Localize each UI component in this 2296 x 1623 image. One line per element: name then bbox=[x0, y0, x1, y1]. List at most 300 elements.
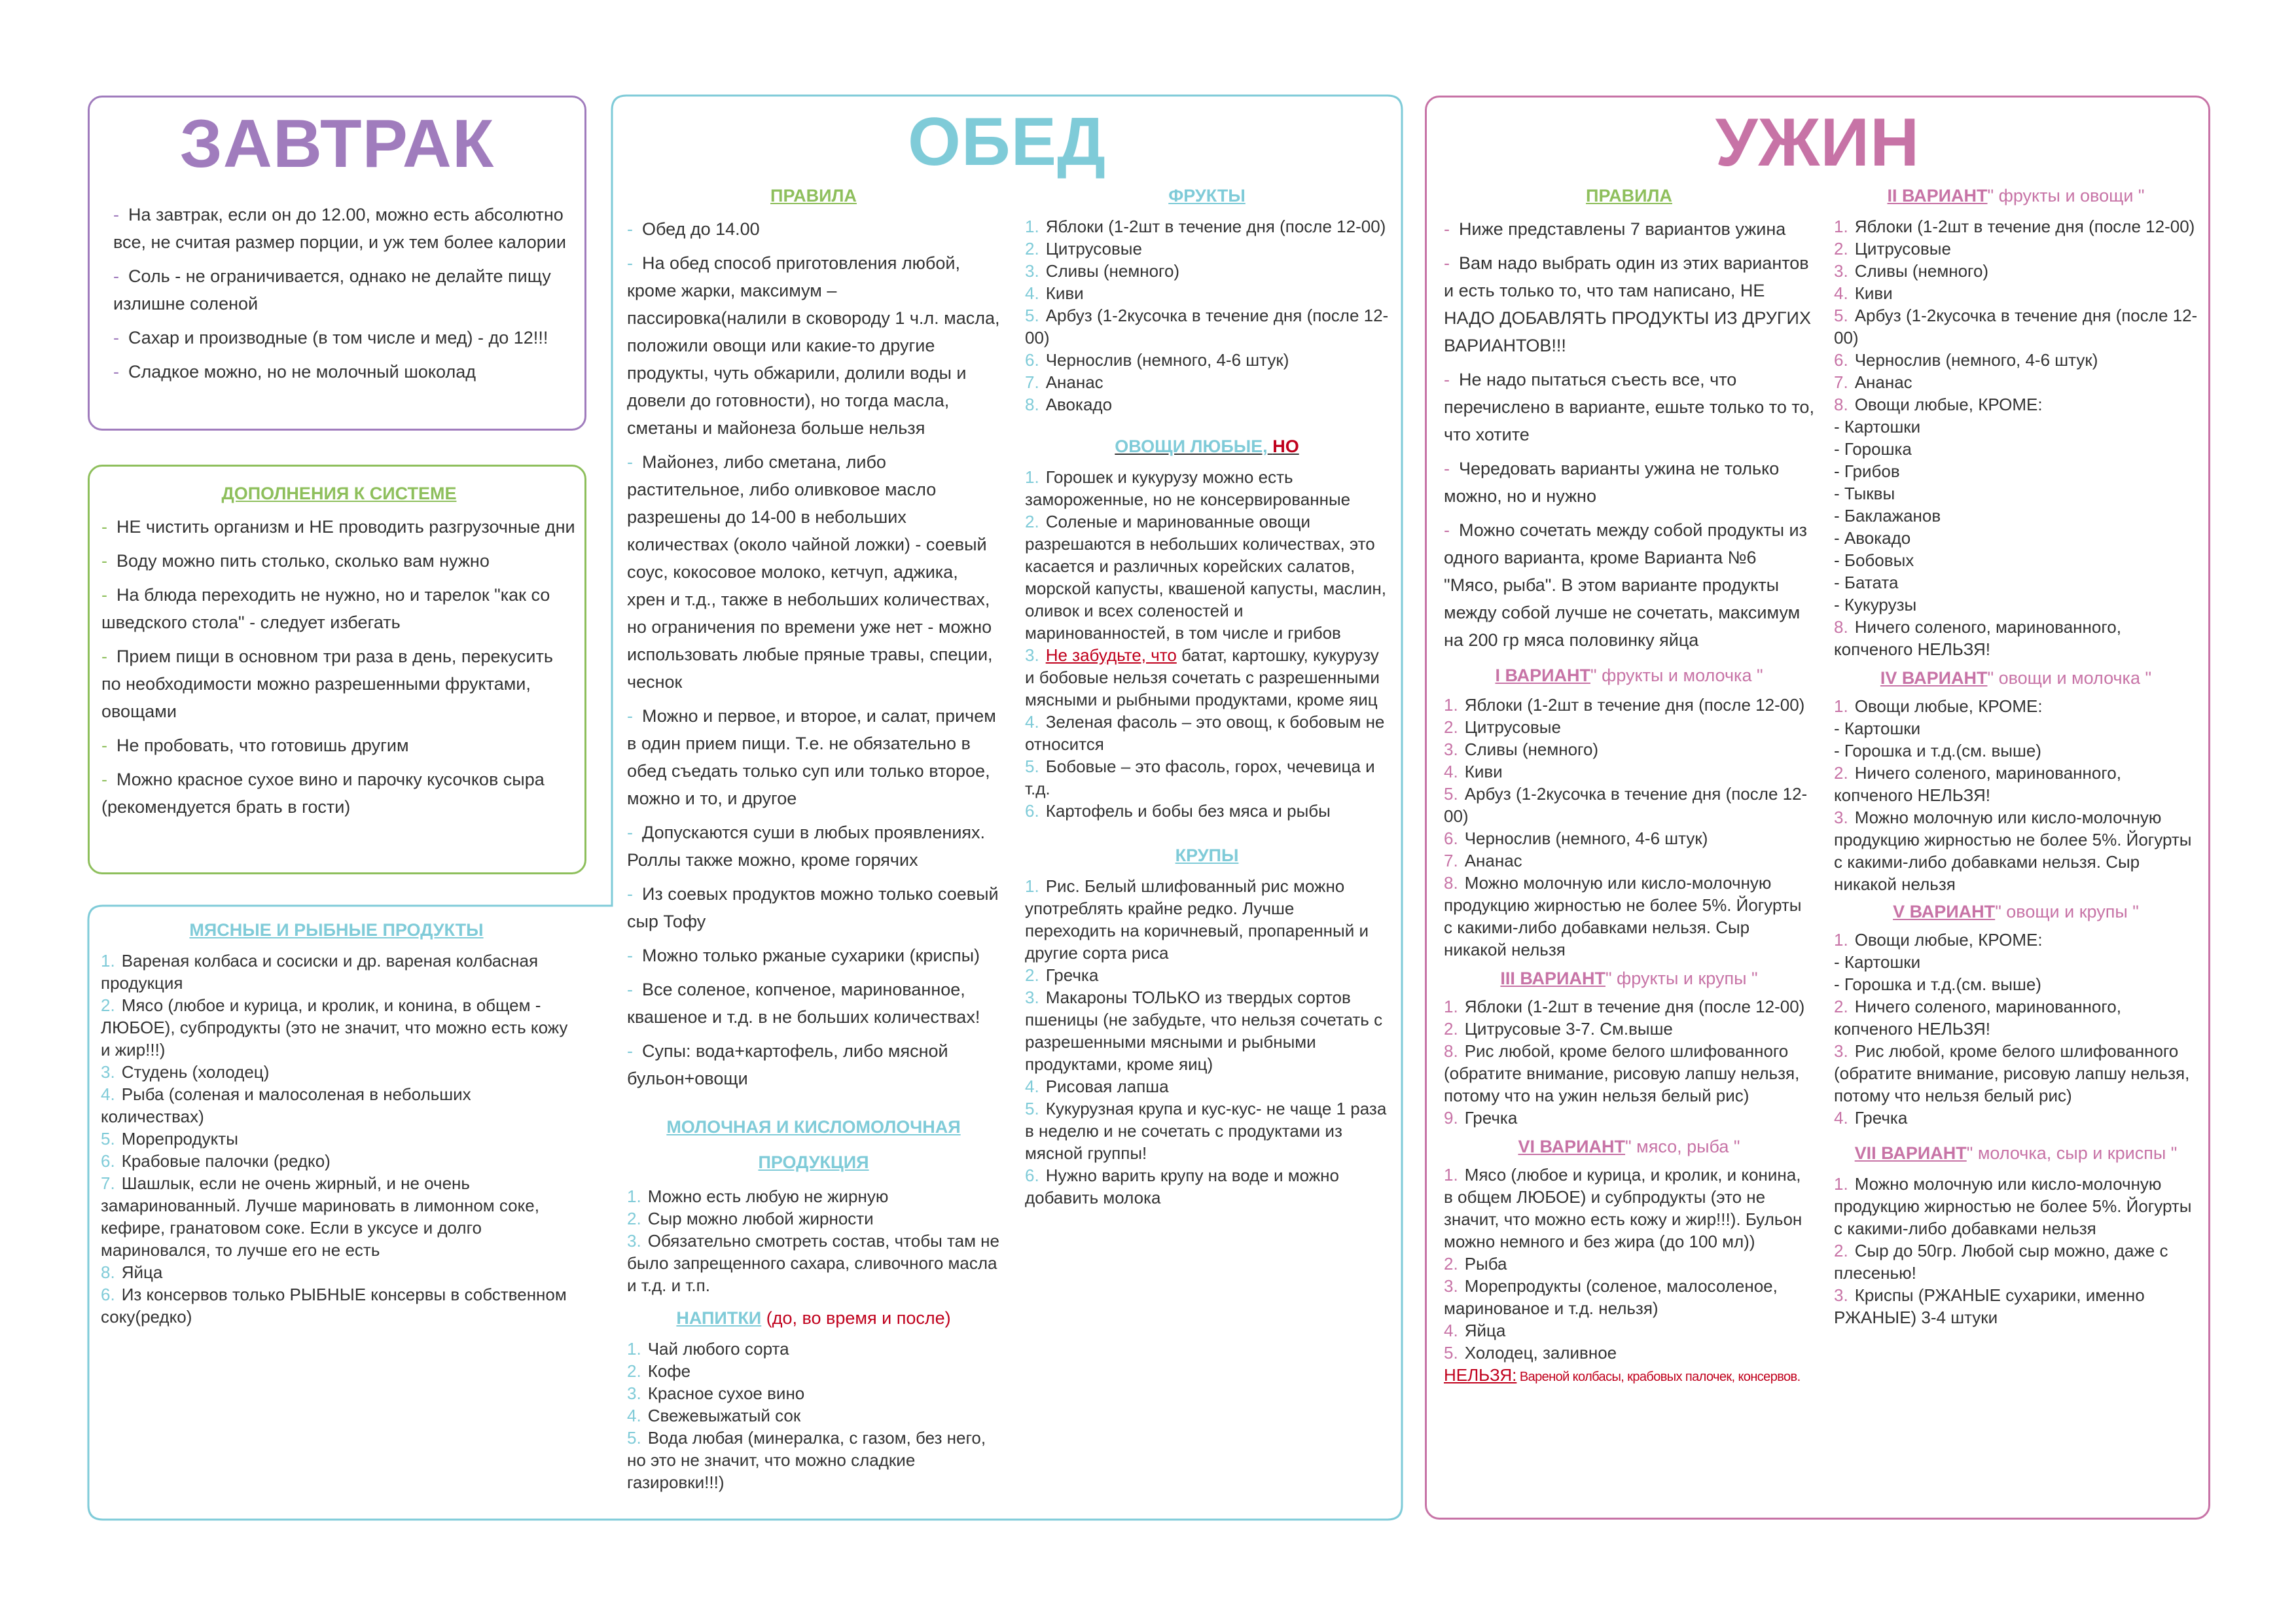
item-number: 2. bbox=[1834, 1241, 1848, 1260]
dash-marker: - bbox=[1444, 459, 1450, 478]
variant-6-heading: VI ВАРИАНТ" мясо, рыба " bbox=[1518, 1137, 1740, 1156]
item-text: Цитрусовые bbox=[1045, 239, 1142, 259]
dinner-left-column bbox=[1444, 186, 1814, 1388]
item-text: Цитрусовые 3-7. См.выше bbox=[1464, 1019, 1673, 1039]
item-number: 2. bbox=[1444, 1019, 1458, 1039]
item-number: 5. bbox=[1444, 1343, 1458, 1363]
item-number: 8. bbox=[1025, 395, 1039, 414]
variant-4-heading: IV ВАРИАНТ" овощи и молочка " bbox=[1880, 668, 2152, 688]
list-item bbox=[101, 1261, 572, 1283]
rule-text: Обед до 14.00 bbox=[642, 219, 760, 239]
list-item bbox=[627, 1404, 1000, 1427]
dash-marker: - bbox=[101, 585, 107, 605]
list-item bbox=[1025, 986, 1389, 1075]
item-number: 5. bbox=[1834, 306, 1848, 325]
rule-item bbox=[627, 249, 1000, 442]
veg-warning: Не забудьте, что bbox=[1045, 645, 1177, 665]
exception-item: - Картошки bbox=[1834, 952, 1921, 972]
variant-2-list bbox=[1834, 215, 2198, 416]
lunch-rules-list bbox=[627, 215, 1000, 1092]
meat-list bbox=[101, 950, 572, 1328]
item-number: 2. bbox=[1025, 965, 1039, 985]
dash-marker: - bbox=[627, 946, 633, 965]
rule-text: Все соленое, копченое, маринованное, квашеное и т.д. в не больших количествах! bbox=[627, 980, 980, 1027]
item-number: 4. bbox=[1444, 1321, 1458, 1340]
exception-item: - Горошка bbox=[1834, 439, 1912, 459]
veg-heading-but: НО bbox=[1272, 437, 1299, 456]
item-number: 7. bbox=[101, 1173, 115, 1193]
exception-item: - Авокадо bbox=[1834, 528, 1911, 548]
item-number: 1. bbox=[1025, 876, 1039, 896]
exception-item: - Кукурузы bbox=[1834, 595, 1917, 615]
item-text: Можно молочную или кисло-молочную продукцию жирностью не более 5%. Йогурты с какими-либо добавками нельзя. Сыр никакой нельзя bbox=[1834, 808, 2192, 894]
item-number: 3. bbox=[1834, 1041, 1848, 1061]
rule-text: Супы: вода+картофель, либо мясной бульон+овощи bbox=[627, 1041, 948, 1088]
list-item bbox=[1834, 349, 2198, 371]
rule-item bbox=[1444, 366, 1814, 448]
list-item bbox=[1444, 872, 1814, 961]
list-item bbox=[1025, 349, 1389, 371]
grains-list bbox=[1025, 875, 1389, 1209]
lunch-title: ОБЕД bbox=[907, 104, 1107, 180]
list-item bbox=[1444, 1040, 1814, 1107]
list-item bbox=[1444, 694, 1814, 716]
list-item bbox=[1444, 1164, 1814, 1253]
list-item bbox=[101, 994, 572, 1061]
veg-heading: ОВОЩИ ЛЮБЫЕ, bbox=[1115, 437, 1268, 456]
list-item bbox=[1444, 783, 1814, 827]
rule-text: На завтрак, если он до 12.00, можно есть абсолютно все, не считая размер порции, и уж тем более калории bbox=[113, 205, 566, 252]
meat-section bbox=[101, 920, 572, 1328]
item-number: 3. bbox=[1444, 740, 1458, 759]
item-text: Зеленая фасоль – это овощ, к бобовым не относится bbox=[1025, 712, 1385, 754]
item-text: Рыба (соленая и малосоленая в небольших количествах) bbox=[101, 1084, 471, 1126]
list-item bbox=[1834, 371, 2198, 393]
rule-item bbox=[627, 976, 1000, 1031]
exception-item: - Баклажанов bbox=[1834, 506, 1941, 526]
list-item bbox=[1025, 466, 1389, 510]
list-item bbox=[1834, 238, 2198, 260]
dash-marker: - bbox=[627, 980, 633, 999]
item-text: Можно есть любую не жирную bbox=[647, 1186, 889, 1206]
item-text: Морепродукты bbox=[121, 1129, 238, 1149]
list-item bbox=[1444, 995, 1814, 1018]
dash-marker: - bbox=[1444, 370, 1450, 389]
item-text: Крабовые палочки (редко) bbox=[121, 1151, 331, 1171]
dash-marker: - bbox=[101, 647, 107, 666]
meat-heading: МЯСНЫЕ И РЫБНЫЕ ПРОДУКТЫ bbox=[189, 920, 484, 940]
dash-marker: - bbox=[1444, 253, 1450, 273]
veg-heading-row bbox=[1025, 437, 1389, 457]
list-item bbox=[1834, 1240, 2198, 1284]
item-text: Красное сухое вино bbox=[647, 1383, 805, 1403]
list-item bbox=[1444, 1107, 1814, 1129]
dash-marker: - bbox=[627, 823, 633, 842]
rule-text: Можно сочетать между собой продукты из одного варианта, кроме Варианта №6 "Мясо, рыба". В этом варианте продукты между собой лучше не сочетать, максимум на 200 гр мяса половинку яйца bbox=[1444, 520, 1807, 650]
fruits-heading: ФРУКТЫ bbox=[1168, 186, 1246, 205]
list-item bbox=[1025, 282, 1389, 304]
exception-item: - Батата bbox=[1834, 573, 1899, 592]
list-item bbox=[1444, 1342, 1814, 1364]
item-number: 2. bbox=[1834, 997, 1848, 1016]
list-item bbox=[1834, 260, 2198, 282]
list-item bbox=[1834, 1284, 2198, 1329]
item-number: 1. bbox=[1834, 217, 1848, 236]
rule-text: Вам надо выбрать один из этих вариантов и есть только то, что там написано, НЕ НАДО ДОБАВЛЯТЬ ПРОДУКТЫ ИЗ ДРУГИХ ВАРИАНТОВ!!! bbox=[1444, 253, 1811, 355]
list-item bbox=[1025, 238, 1389, 260]
dash-marker: - bbox=[113, 266, 119, 286]
list-item bbox=[1025, 875, 1389, 964]
dash-marker: - bbox=[627, 253, 633, 273]
item-number: 6. bbox=[1025, 350, 1039, 370]
item-text: Ничего соленого, маринованного, копченого НЕЛЬЗЯ! bbox=[1834, 617, 2121, 659]
list-item bbox=[1444, 827, 1814, 849]
drinks-heading: НАПИТКИ bbox=[676, 1308, 762, 1328]
item-number: 3. bbox=[1834, 1285, 1848, 1305]
item-number: 1. bbox=[1834, 1174, 1848, 1194]
variant-1-heading: I ВАРИАНТ" фрукты и молочка " bbox=[1495, 666, 1763, 685]
item-text: Ананас bbox=[1854, 372, 1912, 392]
rule-text: Чередовать варианты ужина не только можно, но и нужно bbox=[1444, 459, 1780, 506]
item-text: Гречка bbox=[1854, 1108, 1908, 1128]
rule-text: Сладкое можно, но не молочный шоколад bbox=[128, 362, 476, 382]
list-item bbox=[1444, 760, 1814, 783]
item-number: 1. bbox=[1025, 217, 1039, 236]
list-item bbox=[1834, 616, 2198, 660]
drinks-note: (до, во время и после) bbox=[766, 1308, 951, 1328]
item-text: Киви bbox=[1854, 283, 1893, 303]
item-number: 3. bbox=[1834, 261, 1848, 281]
list-item bbox=[1444, 738, 1814, 760]
list-item bbox=[1834, 1107, 2198, 1129]
rule-text: Можно только ржаные сухарики (криспы) bbox=[642, 946, 980, 965]
forbidden-label: НЕЛЬЗЯ: bbox=[1444, 1365, 1517, 1385]
list-item bbox=[1834, 1040, 2198, 1107]
rule-text: Допускаются суши в любых проявлениях. Роллы также можно, кроме горячих bbox=[627, 823, 986, 870]
item-number: 4. bbox=[627, 1406, 641, 1425]
list-item bbox=[1025, 711, 1389, 755]
rule-text: Соль - не ограничивается, однако не делайте пищу излишне соленой bbox=[113, 266, 551, 313]
list-item bbox=[1025, 964, 1389, 986]
exception-item: - Грибов bbox=[1834, 461, 1900, 481]
dinner-right-column bbox=[1834, 186, 2198, 1329]
item-number: 3. bbox=[627, 1231, 641, 1251]
dash-marker: - bbox=[627, 884, 633, 904]
item-text: Мясо (любое и курица, и кролик, и конина, в общем ЛЮБОЕ) и субпродукты (это не значит, что можно есть кожу и жир!!!). Бульон можно немного и без жира (до 100 мл)) bbox=[1444, 1165, 1803, 1251]
item-number: 6. bbox=[1025, 1166, 1039, 1185]
item-text: Арбуз (1-2кусочка в течение дня (после 12-00) bbox=[1025, 306, 1389, 348]
item-number: 2. bbox=[1444, 717, 1458, 737]
item-number: 7. bbox=[1444, 851, 1458, 870]
list-item bbox=[1834, 282, 2198, 304]
list-item bbox=[1444, 1018, 1814, 1040]
item-number: 4. bbox=[1025, 1077, 1039, 1096]
item-number: 2. bbox=[1025, 512, 1039, 531]
item-number: 3. bbox=[1025, 261, 1039, 281]
rule-text: Из соевых продуктов можно только соевый сыр Тофу bbox=[627, 884, 999, 931]
variant-4-exceptions bbox=[1834, 717, 2198, 762]
list-item bbox=[627, 1230, 1000, 1296]
item-number: 4. bbox=[101, 1084, 115, 1104]
item-number: 4. bbox=[1025, 712, 1039, 732]
item-number: 1. bbox=[1444, 997, 1458, 1016]
dash-marker: - bbox=[101, 517, 107, 537]
lunch-foods-column bbox=[1025, 186, 1389, 1209]
item-number: 6. bbox=[1025, 801, 1039, 821]
item-number: 1. bbox=[1444, 1165, 1458, 1185]
list-item bbox=[1025, 1164, 1389, 1209]
exception-item: - Горошка и т.д.(см. выше) bbox=[1834, 974, 2041, 994]
item-number: 2. bbox=[627, 1209, 641, 1228]
list-item bbox=[1025, 800, 1389, 822]
item-text: Овощи любые, КРОМЕ: bbox=[1854, 930, 2043, 950]
breakfast-title: ЗАВТРАК bbox=[179, 106, 495, 182]
list-item bbox=[627, 1382, 1000, 1404]
item-text: Вареная колбаса и сосиски и др. вареная колбасная продукция bbox=[101, 951, 539, 993]
item-text: Чернослив (немного, 4-6 штук) bbox=[1854, 350, 2098, 370]
rule-item bbox=[1444, 516, 1814, 654]
rule-text: Прием пищи в основном три раза в день, перекусить по необходимости можно разрешенными фруктами, овощами bbox=[101, 647, 553, 721]
list-item bbox=[101, 1150, 572, 1172]
item-text: Рис. Белый шлифованный рис можно употреблять крайне редко. Лучше переходить на коричневый, пропаренный и другие сорта риса bbox=[1025, 876, 1369, 963]
variant-7-list bbox=[1834, 1173, 2198, 1329]
item-text: Холодец, заливное bbox=[1464, 1343, 1617, 1363]
dairy-list bbox=[627, 1185, 1000, 1296]
item-number: 6. bbox=[101, 1151, 115, 1171]
dairy-heading bbox=[627, 1109, 1000, 1180]
variant-2-heading: II ВАРИАНТ" фрукты и овощи " bbox=[1887, 186, 2145, 205]
variant-4-first bbox=[1834, 695, 2198, 717]
list-item bbox=[1444, 1319, 1814, 1342]
rule-text: Майонез, либо сметана, либо растительное, либо оливковое масло разрешены до 14-00 в небольших количествах (около чайной ложки) - соевый соус, кокосовое молоко, кетчуп, аджика, хрен и т.д., также в небольших количествах, но ограничения по времени уже нет - можно использовать любые пряные травы, специи, чеснок bbox=[627, 452, 993, 692]
list-item bbox=[101, 1283, 572, 1328]
item-number: 7. bbox=[1834, 372, 1848, 392]
rule-text: НЕ чистить организм и НЕ проводить разгрузочные дни bbox=[117, 517, 575, 537]
item-text: Арбуз (1-2кусочка в течение дня (после 12-00) bbox=[1834, 306, 2198, 348]
item-number: 6. bbox=[1834, 350, 1848, 370]
item-number: 4. bbox=[1834, 1108, 1848, 1128]
dash-marker: - bbox=[627, 706, 633, 726]
item-number: 2. bbox=[1444, 1254, 1458, 1274]
item-number: 1. bbox=[1444, 695, 1458, 715]
list-item bbox=[1025, 393, 1389, 416]
list-item bbox=[1025, 304, 1389, 349]
grains-heading: КРУПЫ bbox=[1175, 846, 1239, 865]
item-text: Киви bbox=[1045, 283, 1084, 303]
dash-marker: - bbox=[627, 452, 633, 472]
list-item bbox=[1444, 1253, 1814, 1275]
item-text: Яйца bbox=[1464, 1321, 1506, 1340]
rule-text: Сахар и производные (в том числе и мед) - до 12!!! bbox=[128, 328, 548, 348]
list-item bbox=[627, 1427, 1000, 1493]
dash-marker: - bbox=[1444, 219, 1450, 239]
list-item bbox=[627, 1338, 1000, 1360]
item-number: 5. bbox=[1444, 784, 1458, 804]
item-number: 5. bbox=[1025, 1099, 1039, 1118]
item-number: 2. bbox=[1834, 763, 1848, 783]
item-text: Овощи любые, КРОМЕ: bbox=[1854, 395, 2043, 414]
item-text: Ананас bbox=[1045, 372, 1103, 392]
list-item bbox=[101, 1083, 572, 1128]
list-item bbox=[627, 1207, 1000, 1230]
rule-text: Можно и первое, и второе, и салат, причем в один прием пищи. Т.е. не обязательно в обед съедать только суп или только второе, можно и то, и другое bbox=[627, 706, 996, 808]
list-item bbox=[1834, 215, 2198, 238]
item-text: Ананас bbox=[1464, 851, 1522, 870]
item-text: Кукурузная крупа и кус-кус- не чаще 1 раза в неделю и не сочетать с продуктами из мясной группы! bbox=[1025, 1099, 1387, 1163]
item-number: 3. bbox=[1444, 1276, 1458, 1296]
list-item bbox=[1025, 1097, 1389, 1164]
item-text: Можно молочную или кисло-молочную продукцию жирностью не более 5%. Йогурты с какими-либо добавками нельзя bbox=[1834, 1174, 2192, 1238]
exception-item: - Картошки bbox=[1834, 719, 1921, 738]
exception-item: - Бобовых bbox=[1834, 550, 1914, 570]
list-item bbox=[1025, 755, 1389, 800]
item-number: 1. bbox=[1834, 930, 1848, 950]
dash-marker: - bbox=[627, 219, 633, 239]
list-item bbox=[627, 1185, 1000, 1207]
item-text: Нужно варить крупу на воде и можно добавить молока bbox=[1025, 1166, 1339, 1207]
item-text: Студень (холодец) bbox=[121, 1062, 270, 1082]
rule-item bbox=[627, 1037, 1000, 1092]
rule-item bbox=[627, 702, 1000, 812]
list-item bbox=[1025, 510, 1389, 644]
item-number: 5. bbox=[101, 1129, 115, 1149]
item-text: Гречка bbox=[1464, 1108, 1518, 1128]
item-number: 2. bbox=[1834, 239, 1848, 259]
item-number: 1. bbox=[1834, 696, 1848, 716]
variant-5-exceptions bbox=[1834, 951, 2198, 995]
list-item bbox=[1834, 393, 2198, 416]
rule-text: Не пробовать, что готовишь другим bbox=[117, 736, 409, 755]
forbidden-text: Вареной колбасы, крабовых палочек, консервов. bbox=[1519, 1370, 1801, 1384]
variant-5-first bbox=[1834, 929, 2198, 951]
item-text: Свежевыжатый сок bbox=[647, 1406, 801, 1425]
list-item bbox=[101, 1061, 572, 1083]
list-item bbox=[1444, 849, 1814, 872]
item-number: 8. bbox=[1834, 395, 1848, 414]
rule-text: Воду можно пить столько, сколько вам нужно bbox=[117, 551, 490, 571]
item-text: Арбуз (1-2кусочка в течение дня (после 12-00) bbox=[1444, 784, 1808, 826]
dash-marker: - bbox=[101, 770, 107, 789]
variant-2-exceptions bbox=[1834, 416, 2198, 616]
list-item bbox=[627, 1360, 1000, 1382]
variant-3-heading: III ВАРИАНТ" фрукты и крупы " bbox=[1500, 969, 1758, 988]
exception-item: - Горошка и т.д.(см. выше) bbox=[1834, 741, 2041, 760]
rule-text: Можно красное сухое вино и парочку кусочков сыра (рекомендуется брать в гости) bbox=[101, 770, 545, 817]
item-number: 9. bbox=[1444, 1108, 1458, 1128]
item-number: 4. bbox=[1834, 283, 1848, 303]
item-text: Бобовые – это фасоль, горох, чечевица и т.д. bbox=[1025, 757, 1375, 798]
item-number: 3. bbox=[627, 1383, 641, 1403]
item-text: Яблоки (1-2шт в течение дня (после 12-00) bbox=[1045, 217, 1386, 236]
item-number: 2. bbox=[1025, 239, 1039, 259]
item-number: 5. bbox=[1025, 757, 1039, 776]
item-text: Чай любого сорта bbox=[647, 1339, 789, 1359]
rule-item bbox=[627, 448, 1000, 696]
item-number: 2. bbox=[101, 995, 115, 1015]
rule-text: Не надо пытаться съесть все, что перечислено в варианте, ешьте только то то, что хотите bbox=[1444, 370, 1814, 444]
item-text: Чернослив (немного, 4-6 штук) bbox=[1464, 829, 1708, 848]
rule-item bbox=[627, 819, 1000, 874]
item-text: Овощи любые, КРОМЕ: bbox=[1854, 696, 2043, 716]
item-number: 7. bbox=[1025, 372, 1039, 392]
item-text: Цитрусовые bbox=[1854, 239, 1951, 259]
list-item bbox=[1834, 929, 2198, 951]
item-text: Сыр до 50гр. Любой сыр можно, даже с плесенью! bbox=[1834, 1241, 2168, 1283]
veg-item-3: 3. Не забудьте, что батат, картошку, кукурузу и бобовые нельзя сочетать с разрешенными мясными и рыбными продуктами, кроме яиц bbox=[1025, 645, 1380, 709]
item-text: Цитрусовые bbox=[1464, 717, 1561, 737]
item-text: Сыр можно любой жирности bbox=[647, 1209, 874, 1228]
item-text: Чернослив (немного, 4-6 штук) bbox=[1045, 350, 1289, 370]
dairy-heading-line-1: МОЛОЧНАЯ И КИСЛОМОЛОЧНАЯ bbox=[666, 1117, 961, 1137]
dash-marker: - bbox=[1444, 520, 1450, 540]
list-item bbox=[101, 1172, 572, 1261]
variant-6-list bbox=[1444, 1164, 1814, 1364]
exception-item: - Тыквы bbox=[1834, 484, 1895, 503]
veg-list bbox=[1025, 466, 1389, 644]
item-number: 4. bbox=[1025, 283, 1039, 303]
dash-marker: - bbox=[101, 551, 107, 571]
item-number: 2. bbox=[627, 1361, 641, 1381]
rule-item bbox=[1444, 455, 1814, 510]
dash-marker: - bbox=[627, 1041, 633, 1061]
item-text: Шашлык, если не очень жирный, и не очень замаринованный. Лучше мариновать в лимонном соке, кефире, гранатовом соке. Если в уксусе и долго мариновался, то лучше его не есть bbox=[101, 1173, 539, 1260]
dinner-rules-heading: ПРАВИЛА bbox=[1586, 186, 1672, 205]
item-text: Из консервов только РЫБНЫЕ консервы в собственном соку(редко) bbox=[101, 1285, 567, 1327]
item-number: 5. bbox=[1025, 306, 1039, 325]
item-text: Картофель и бобы без мяса и рыбы bbox=[1045, 801, 1331, 821]
dinner-title: УЖИН bbox=[1715, 105, 1920, 181]
item-number: 1. bbox=[627, 1186, 641, 1206]
item-text: Ничего соленого, маринованного, копченого НЕЛЬЗЯ! bbox=[1834, 763, 2121, 805]
rule-item bbox=[627, 942, 1000, 969]
variant-5-list bbox=[1834, 995, 2198, 1129]
rule-text: Ниже представлены 7 вариантов ужина bbox=[1459, 219, 1786, 239]
item-text: Ничего соленого, маринованного, копченого НЕЛЬЗЯ! bbox=[1834, 997, 2121, 1039]
item-number: 8. bbox=[1444, 873, 1458, 893]
item-text: Рисовая лапша bbox=[1045, 1077, 1169, 1096]
drinks-heading-row bbox=[627, 1308, 1000, 1329]
variant-1-list bbox=[1444, 694, 1814, 961]
item-number: 5. bbox=[627, 1428, 641, 1448]
variant-4-list bbox=[1834, 762, 2198, 895]
item-text: Кофе bbox=[647, 1361, 691, 1381]
list-item bbox=[1025, 371, 1389, 393]
item-text: Сливы (немного) bbox=[1464, 740, 1599, 759]
list-item bbox=[1025, 215, 1389, 238]
variant-7-heading: VII ВАРИАНТ" молочка, сыр и криспы " bbox=[1854, 1143, 2178, 1163]
item-text: Яйца bbox=[121, 1262, 163, 1282]
item-text: Сливы (немного) bbox=[1854, 261, 1989, 281]
variant-3-list bbox=[1444, 995, 1814, 1129]
item-number: 4. bbox=[1444, 762, 1458, 781]
drinks-list bbox=[627, 1338, 1000, 1493]
item-number: 3. bbox=[101, 1062, 115, 1082]
rule-item bbox=[627, 880, 1000, 935]
item-number: 8. bbox=[101, 1262, 115, 1282]
item-text: Рис любой, кроме белого шлифованного (обратите внимание, рисовую лапшу нельзя, потому что нельзя белый рис) bbox=[1834, 1041, 2190, 1105]
list-item bbox=[101, 1128, 572, 1150]
item-number: 1. bbox=[1025, 467, 1039, 487]
item-number: 1. bbox=[627, 1339, 641, 1359]
item-text: Мясо (любое и курица, и кролик, и конина, в общем - ЛЮБОЕ), субпродукты (это не значит, что можно есть кожу и жир!!!) bbox=[101, 995, 568, 1060]
item-text: Обязательно смотреть состав, чтобы там не было запрещенного сахара, сливочного масла и т.д. и т.п. bbox=[627, 1231, 1000, 1295]
item-text: Соленые и маринованные овощи разрешаются в небольших количествах, это касается и различных корейских салатов, морской капусты, квашеной капусты, маслин, оливок и всех соленостей и маринованностей, в том числе и грибов bbox=[1025, 512, 1386, 643]
list-item bbox=[1444, 1275, 1814, 1319]
item-text: Яблоки (1-2шт в течение дня (после 12-00) bbox=[1464, 695, 1805, 715]
item-text: Криспы (РЖАНЫЕ сухарики, именно РЖАНЫЕ) 3-4 штуки bbox=[1834, 1285, 2145, 1327]
item-text: Яблоки (1-2шт в течение дня (после 12-00) bbox=[1464, 997, 1805, 1016]
dinner-rules-list bbox=[1444, 215, 1814, 654]
